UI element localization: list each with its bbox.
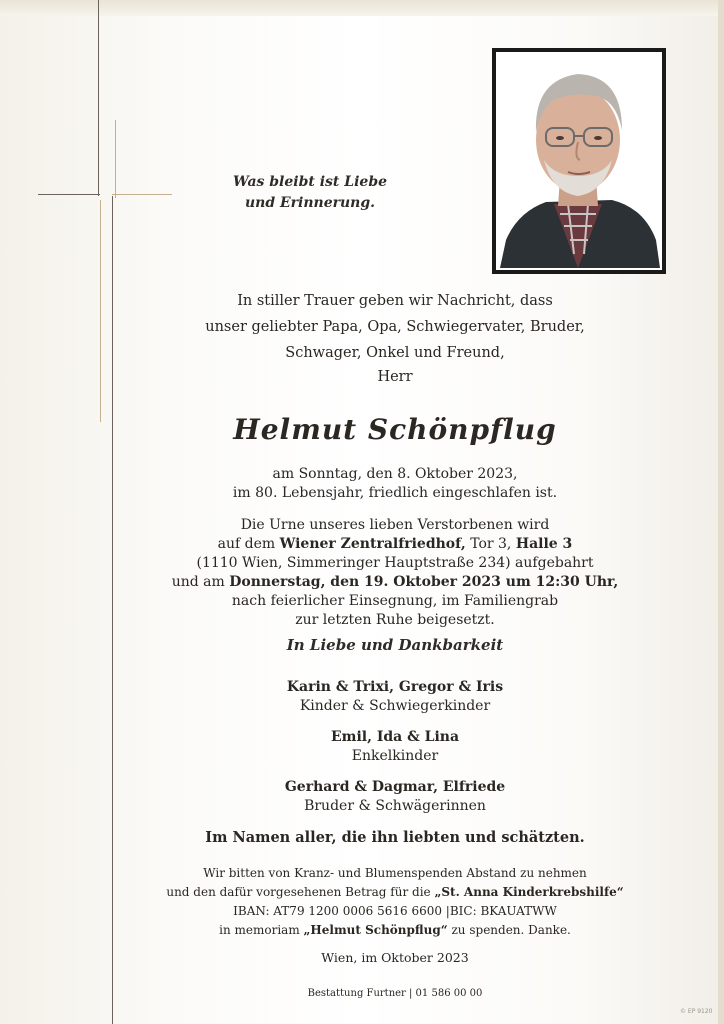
family-group bbox=[150, 678, 640, 716]
intro-line: In stiller Trauer geben wir Nachricht, dass bbox=[237, 293, 553, 309]
family-names: Karin & Trixi, Gregor & Iris bbox=[286, 679, 504, 695]
funeral-text: Tor 3, bbox=[465, 536, 516, 552]
funeral-text: auf dem bbox=[217, 536, 280, 552]
motto-line: Was bleibt ist Liebe bbox=[232, 174, 388, 190]
donation-text: und den dafür vorgesehenen Betrag für die bbox=[166, 885, 435, 899]
death-line: am Sonntag, den 8. Oktober 2023, bbox=[272, 466, 518, 482]
portrait-photo bbox=[496, 52, 662, 270]
donation-text: in memoriam bbox=[219, 923, 304, 937]
memoriam-name: „Helmut Schönpflug“ bbox=[303, 923, 448, 937]
donation-text: zu spenden. Danke. bbox=[447, 923, 571, 937]
funeral-line: (1110 Wien, Simmeringer Hauptstraße 234) aufgebahrt bbox=[196, 555, 594, 571]
funeral-date: Donnerstag, den 19. Oktober 2023 um 12:30 Uhr, bbox=[229, 574, 619, 590]
funeral-line: nach feierlicher Einsegnung, im Familiengrab bbox=[231, 593, 559, 609]
death-notice bbox=[150, 465, 640, 503]
funeral-line bbox=[150, 535, 640, 554]
death-line: im 80. Lebensjahr, friedlich eingeschlafen ist. bbox=[232, 485, 558, 501]
family-names: Emil, Ida & Lina bbox=[330, 729, 460, 745]
cross-arm-right-gold bbox=[112, 194, 172, 195]
portrait-illustration bbox=[498, 54, 660, 268]
family-group bbox=[150, 778, 640, 816]
bank-details: IBAN: AT79 1200 0006 5616 6600 |BIC: BKAUATWW bbox=[233, 904, 557, 918]
motto-line: und Erinnerung. bbox=[244, 195, 376, 211]
announcement-intro bbox=[150, 288, 640, 366]
cross-vertical-line-lower bbox=[112, 196, 113, 1024]
salutation: Herr bbox=[377, 369, 413, 385]
deceased-name: Helmut Schönpflug bbox=[233, 413, 557, 446]
cross-gold-line-left bbox=[100, 200, 101, 422]
charity-name: „St. Anna Kinderkrebshilfe“ bbox=[434, 885, 624, 899]
paper-edge-right bbox=[718, 0, 724, 1024]
undertaker-contact: Bestattung Furtner | 01 586 00 00 bbox=[307, 988, 483, 999]
donation-line: Wir bitten von Kranz- und Blumenspenden Abstand zu nehmen bbox=[203, 866, 587, 880]
donation-line bbox=[150, 883, 640, 902]
family-relation: Kinder & Schwiegerkinder bbox=[299, 698, 491, 714]
donation-request bbox=[150, 864, 640, 940]
family-names: Gerhard & Dagmar, Elfriede bbox=[284, 779, 506, 795]
family-relation: Bruder & Schwägerinnen bbox=[304, 798, 486, 814]
funeral-line: zur letzten Ruhe beigesetzt. bbox=[295, 612, 495, 628]
cemetery-name: Wiener Zentralfriedhof, bbox=[279, 536, 466, 552]
print-code: © EP 9120 bbox=[680, 1008, 713, 1015]
donation-line bbox=[150, 921, 640, 940]
portrait-frame bbox=[492, 48, 666, 274]
closing-phrase: In Liebe und Dankbarkeit bbox=[286, 636, 504, 654]
cross-gold-line-top bbox=[115, 120, 116, 198]
funeral-line: Die Urne unseres lieben Verstorbenen wird bbox=[240, 517, 550, 533]
on-behalf-line: Im Namen aller, die ihn liebten und schätzten. bbox=[205, 829, 585, 846]
intro-line: unser geliebter Papa, Opa, Schwiegervater, Bruder, bbox=[205, 319, 585, 335]
place-date: Wien, im Oktober 2023 bbox=[321, 950, 469, 965]
paper-edge-top bbox=[0, 0, 724, 16]
funeral-text: und am bbox=[171, 574, 230, 590]
family-group bbox=[150, 728, 640, 766]
funeral-details bbox=[150, 516, 640, 630]
family-relation: Enkelkinder bbox=[351, 748, 439, 764]
intro-line: Schwager, Onkel und Freund, bbox=[285, 345, 505, 361]
motto bbox=[220, 172, 400, 214]
hall-number: Halle 3 bbox=[515, 536, 573, 552]
funeral-line bbox=[150, 573, 640, 592]
cross-vertical-line-upper bbox=[98, 0, 99, 196]
cross-arm-left-dark bbox=[38, 194, 100, 195]
